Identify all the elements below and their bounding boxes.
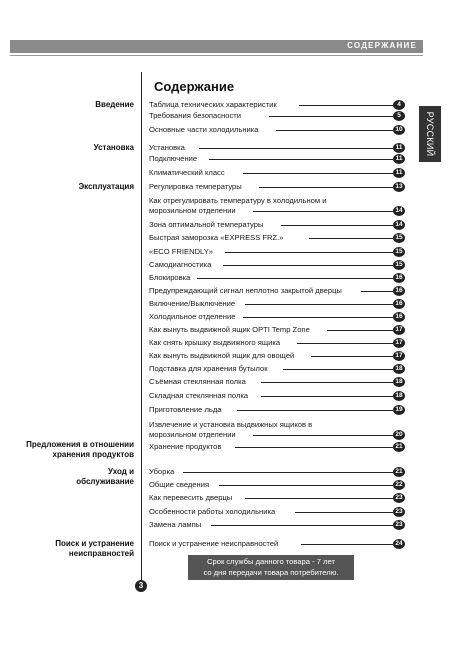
section-label: Введение bbox=[95, 100, 134, 109]
language-tab-label: РУССКИЙ bbox=[425, 111, 435, 157]
leader-line bbox=[295, 512, 393, 513]
entry-text: Как перевесить дверцы bbox=[149, 493, 235, 502]
language-tab bbox=[419, 106, 441, 162]
section-label: обслуживание bbox=[76, 477, 134, 486]
leader-line bbox=[327, 330, 393, 331]
toc-entry[interactable] bbox=[149, 520, 403, 530]
leader-line bbox=[245, 498, 393, 499]
page-number-badge: 4 bbox=[393, 100, 405, 110]
toc-entry[interactable] bbox=[149, 364, 403, 374]
entry-text: Регулировка температуры bbox=[149, 182, 245, 191]
page-number-badge: 21 bbox=[393, 467, 405, 477]
toc-entry[interactable] bbox=[149, 467, 403, 477]
section-care bbox=[76, 467, 134, 487]
toc-entry[interactable] bbox=[149, 338, 403, 348]
toc-entry[interactable] bbox=[149, 351, 403, 361]
page-number: 3 bbox=[135, 580, 147, 592]
leader-line bbox=[361, 291, 393, 292]
section-label: Эксплуатация bbox=[78, 182, 134, 191]
entry-text: Замена лампы bbox=[149, 520, 204, 529]
leader-line bbox=[299, 105, 393, 106]
leader-line bbox=[281, 225, 393, 226]
page-number-badge: 14 bbox=[393, 206, 405, 216]
entry-text: Таблица технических характеристик bbox=[149, 100, 280, 109]
section-introduction bbox=[95, 100, 134, 110]
leader-line bbox=[269, 116, 393, 117]
leader-line bbox=[245, 304, 393, 305]
leader-line bbox=[253, 211, 393, 212]
page-number-badge: 16 bbox=[393, 312, 405, 322]
entry-text: Быстрая заморозка «EXPRESS FRZ.» bbox=[149, 233, 287, 242]
note-line: Срок службы данного товара - 7 лет bbox=[207, 557, 335, 566]
entry-text: Подставка для хранения бутылок bbox=[149, 364, 271, 373]
section-food-storage bbox=[26, 440, 134, 460]
toc-entry[interactable] bbox=[149, 260, 403, 270]
entry-text: Предупреждающий сигнал неплотно закрытой дверцы bbox=[149, 286, 345, 295]
entry-text: Требования безопасности bbox=[149, 111, 244, 120]
page-number-badge: 11 bbox=[393, 143, 405, 153]
toc-entry[interactable] bbox=[149, 312, 403, 322]
page-number-badge: 20 bbox=[393, 430, 405, 440]
section-label: Предложения в отношении bbox=[26, 440, 134, 449]
toc-entry[interactable] bbox=[149, 168, 403, 178]
toc-entry[interactable] bbox=[149, 273, 403, 283]
leader-line bbox=[223, 265, 393, 266]
entry-text: Зона оптимальной температуры bbox=[149, 220, 266, 229]
entry-text: Складная стеклянная полка bbox=[149, 391, 251, 400]
toc-entry[interactable] bbox=[149, 233, 403, 243]
page-number-badge: 15 bbox=[393, 260, 405, 270]
page-number-badge: 17 bbox=[393, 338, 405, 348]
section-label: неисправностей bbox=[68, 549, 134, 558]
leader-line bbox=[311, 356, 393, 357]
leader-line bbox=[237, 410, 393, 411]
toc-entry[interactable] bbox=[149, 196, 403, 216]
entry-text: Включение/Выключение bbox=[149, 299, 238, 308]
toc-entry[interactable] bbox=[149, 420, 403, 440]
leader-line bbox=[253, 435, 393, 436]
toc-entry[interactable] bbox=[149, 182, 403, 192]
toc-entry[interactable] bbox=[149, 299, 403, 309]
leader-line bbox=[243, 317, 393, 318]
toc-entry[interactable] bbox=[149, 442, 403, 452]
page-number-badge: 22 bbox=[393, 480, 405, 490]
leader-line bbox=[183, 472, 393, 473]
leader-line bbox=[219, 485, 393, 486]
page-number-badge: 11 bbox=[393, 154, 405, 164]
toc-entry[interactable] bbox=[149, 143, 403, 153]
page-number-badge: 17 bbox=[393, 325, 405, 335]
toc-entry[interactable] bbox=[149, 391, 403, 401]
entry-text: Установка bbox=[149, 143, 188, 152]
page-number-badge: 13 bbox=[393, 182, 405, 192]
leader-line bbox=[199, 148, 393, 149]
page-number-badge: 21 bbox=[393, 442, 405, 452]
page-title: Содержание bbox=[154, 79, 235, 94]
section-label: хранения продуктов bbox=[52, 450, 134, 459]
entry-text: «ECO FRIENDLY» bbox=[149, 247, 216, 256]
note-line: со дня передачи товара потребителю. bbox=[203, 568, 339, 577]
toc-entry[interactable] bbox=[149, 377, 403, 387]
entry-text: Подключение bbox=[149, 154, 200, 163]
toc-entry[interactable] bbox=[149, 286, 403, 296]
entry-text: Как вынуть выдвижной ящик для овощей bbox=[149, 351, 297, 360]
page-number-badge: 24 bbox=[393, 539, 405, 549]
page-number-badge: 23 bbox=[393, 520, 405, 530]
toc-entry[interactable] bbox=[149, 325, 403, 335]
entry-text: Общие сведения bbox=[149, 480, 212, 489]
section-operation bbox=[78, 182, 134, 192]
section-label: Установка bbox=[93, 143, 134, 152]
page-number-badge: 18 bbox=[393, 364, 405, 374]
entry-text: Поиск и устранение неисправностей bbox=[149, 539, 281, 548]
column-divider bbox=[141, 72, 142, 584]
leader-line bbox=[197, 278, 393, 279]
page-number-badge: 15 bbox=[393, 233, 405, 243]
header-divider bbox=[10, 55, 423, 56]
leader-line bbox=[209, 159, 393, 160]
page-number-badge: 15 bbox=[393, 247, 405, 257]
entry-text: Уборка bbox=[149, 467, 177, 476]
entry-text: морозильном отделении bbox=[149, 206, 239, 215]
page-number-badge: 18 bbox=[393, 377, 405, 387]
leader-line bbox=[261, 382, 393, 383]
leader-line bbox=[276, 130, 393, 131]
page-number-badge: 10 bbox=[393, 125, 405, 135]
toc-entry[interactable] bbox=[149, 111, 403, 121]
page-number-badge: 11 bbox=[393, 168, 405, 178]
toc-entry[interactable] bbox=[149, 405, 403, 415]
toc-entry[interactable] bbox=[149, 507, 403, 517]
section-label: Поиск и устранение bbox=[55, 539, 134, 548]
toc-entry[interactable] bbox=[149, 247, 403, 257]
leader-line bbox=[259, 187, 393, 188]
header-title: СОДЕРЖАНИЕ bbox=[347, 41, 417, 50]
leader-line bbox=[297, 343, 393, 344]
entry-text: Извлечение и установка выдвижных ящиков в bbox=[149, 420, 315, 430]
entry-text: Хранение продуктов bbox=[149, 442, 224, 451]
leader-line bbox=[235, 447, 393, 448]
page-number-badge: 14 bbox=[393, 220, 405, 230]
leader-line bbox=[309, 238, 393, 239]
toc-entry[interactable] bbox=[149, 125, 403, 135]
entry-text: Особенности работы холодильника bbox=[149, 507, 278, 516]
entry-text: Основные части холодильника bbox=[149, 125, 262, 134]
toc-entry[interactable] bbox=[149, 100, 403, 110]
entry-text: Климатический класс bbox=[149, 168, 228, 177]
page-number-badge: 16 bbox=[393, 299, 405, 309]
entry-text: Самодиагностика bbox=[149, 260, 214, 269]
section-installation bbox=[94, 143, 134, 153]
page-number-badge: 18 bbox=[393, 391, 405, 401]
section-label: Уход и bbox=[107, 467, 134, 476]
entry-text: Холодильное отделение bbox=[149, 312, 238, 321]
entry-text: Блокировка bbox=[149, 273, 193, 282]
toc-entry[interactable] bbox=[149, 480, 403, 490]
entry-text: Как вынуть выдвижной ящик OPTI Temp Zone bbox=[149, 325, 313, 334]
page-number-badge: 16 bbox=[393, 273, 405, 283]
page-number-badge: 23 bbox=[393, 493, 405, 503]
leader-line bbox=[243, 173, 393, 174]
entry-text: Как отрегулировать температуру в холодильном и bbox=[149, 196, 329, 206]
entry-text: морозильном отделении bbox=[149, 430, 239, 439]
section-troubleshooting bbox=[55, 539, 134, 559]
entry-text: Приготовление льда bbox=[149, 405, 225, 414]
toc-entry[interactable] bbox=[149, 220, 403, 230]
leader-line bbox=[283, 369, 393, 370]
leader-line bbox=[261, 396, 393, 397]
toc-entry[interactable] bbox=[149, 493, 403, 503]
page-number-badge: 5 bbox=[393, 111, 405, 121]
leader-line bbox=[211, 525, 393, 526]
page-number-badge: 16 bbox=[393, 286, 405, 296]
page-number-badge: 19 bbox=[393, 405, 405, 415]
page-number-badge: 23 bbox=[393, 507, 405, 517]
entry-text: Как снять крышку выдвижного ящика bbox=[149, 338, 283, 347]
leader-line bbox=[225, 252, 393, 253]
toc-entry[interactable] bbox=[149, 539, 403, 549]
service-life-note bbox=[188, 555, 354, 580]
header-bar bbox=[10, 40, 423, 53]
entry-text: Съёмная стеклянная полка bbox=[149, 377, 249, 386]
page-number-badge: 17 bbox=[393, 351, 405, 361]
toc-entry[interactable] bbox=[149, 154, 403, 164]
leader-line bbox=[301, 544, 393, 545]
